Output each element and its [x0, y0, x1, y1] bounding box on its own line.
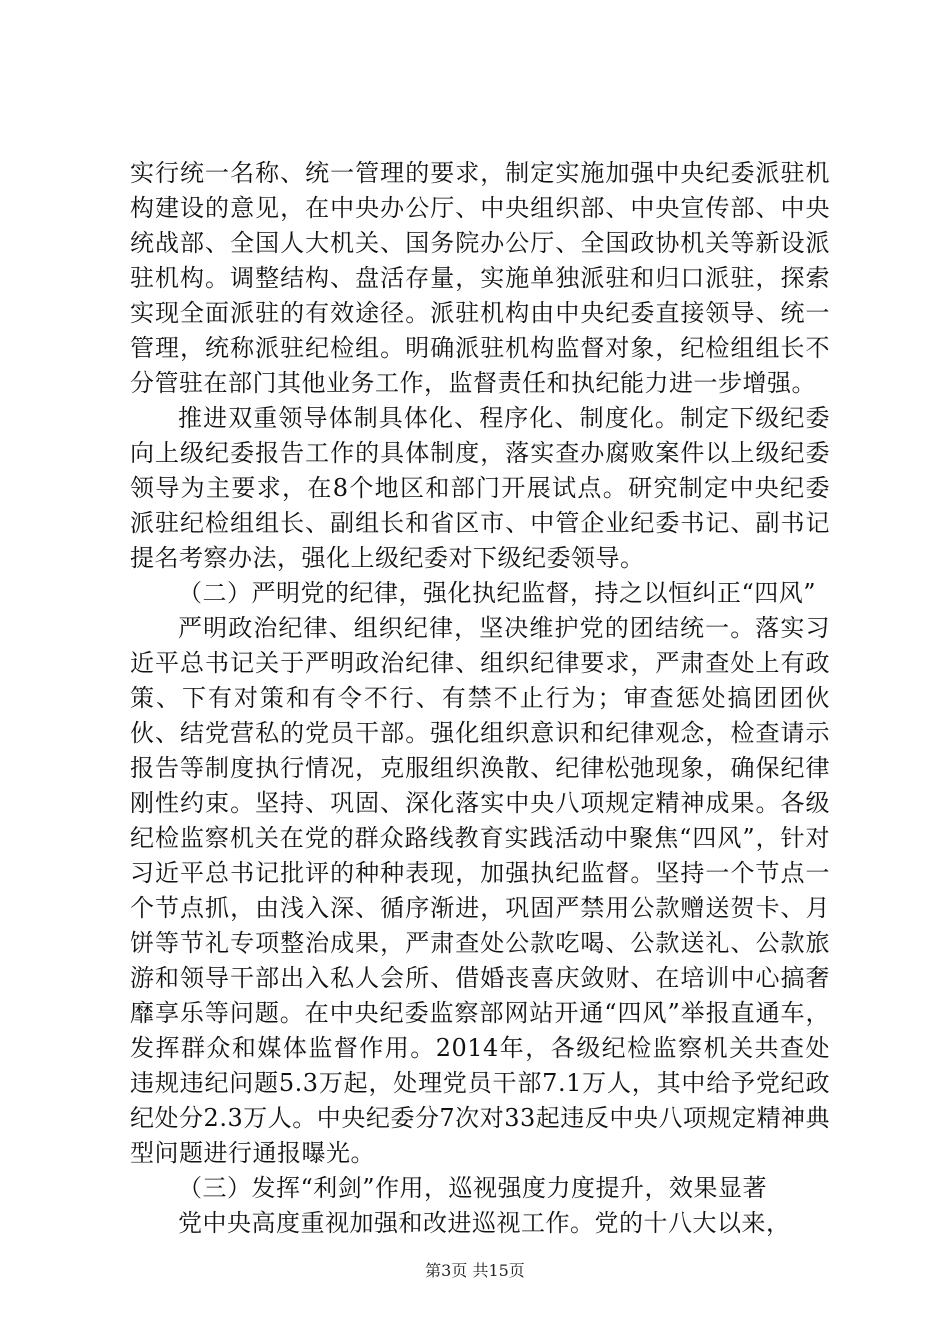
paragraph-dual-leadership: 推进双重领导体制具体化、程序化、制度化。制定下级纪委向上级纪委报告工作的具体制度，落实查办腐败案件以上级纪委领导为主要求，在8个地区和部门开展试点。研究制定中央纪委派驻纪检组组长、副组长和省区市、中管企业纪委书记、副书记提名考察办法，强化上级纪委对下级纪委领导。	[130, 404, 830, 572]
document-body	[130, 156, 830, 1241]
paragraph-discipline: 严明政治纪律、组织纪律，坚决维护党的团结统一。落实习近平总书记关于严明政治纪律、组织纪律要求，严肃查处上有政策、下有对策和有令不行、有禁不止行为；审查惩处搞团团伙伙、结党营私的党员干部。强化组织意识和纪律观念，检查请示报告等制度执行情况，克服组织涣散、纪律松弛现象，确保纪律刚性约束。坚持、巩固、深化落实中央八项规定精神成果。各级纪检监察机关在党的群众路线教育实践活动中聚焦“四风”，针对习近平总书记批评的种种表现，加强执纪监督。坚持一个节点一个节点抓，由浅入深、循序渐进，巩固严禁用公款赠送贺卡、月饼等节礼专项整治成果，严肃查处公款吃喝、公款送礼、公款旅游和领导干部出入私人会所、借婚丧喜庆敛财、在培训中心搞奢靡享乐等问题。在中央纪委监察部网站开通“四风”举报直通车，发挥群众和媒体监督作用。2014年，各级纪检监察机关共查处违规违纪问题5.3万起，处理党员干部7.1万人，其中给予党纪政纪处分2.3万人。中央纪委分7次对33起违反中央八项规定精神典型问题进行通报曝光。	[130, 614, 830, 1167]
paragraph-institution-building: 实行统一名称、统一管理的要求，制定实施加强中央纪委派驻机构建设的意见，在中央办公厅、中央组织部、中央宣传部、中央统战部、全国人大机关、国务院办公厅、全国政协机关等新设派驻机构。调整结构、盘活存量，实施单独派驻和归口派驻，探索实现全面派驻的有效途径。派驻机构由中央纪委直接领导、统一管理，统称派驻纪检组。明确派驻机构监督对象，纪检组组长不分管驻在部门其他业务工作，监督责任和执纪能力进一步增强。	[130, 159, 830, 397]
paragraph-inspection: 党中央高度重视加强和改进巡视工作。党的十八大以来，	[178, 1209, 791, 1237]
section-heading-3: （三）发挥“利剑”作用，巡视强度力度提升，效果显著	[178, 1174, 768, 1202]
page-number-footer: 第3页 共15页	[425, 1261, 525, 1280]
section-heading-2: （二）严明党的纪律，强化执纪监督，持之以恒纠正“四风”	[178, 579, 817, 607]
